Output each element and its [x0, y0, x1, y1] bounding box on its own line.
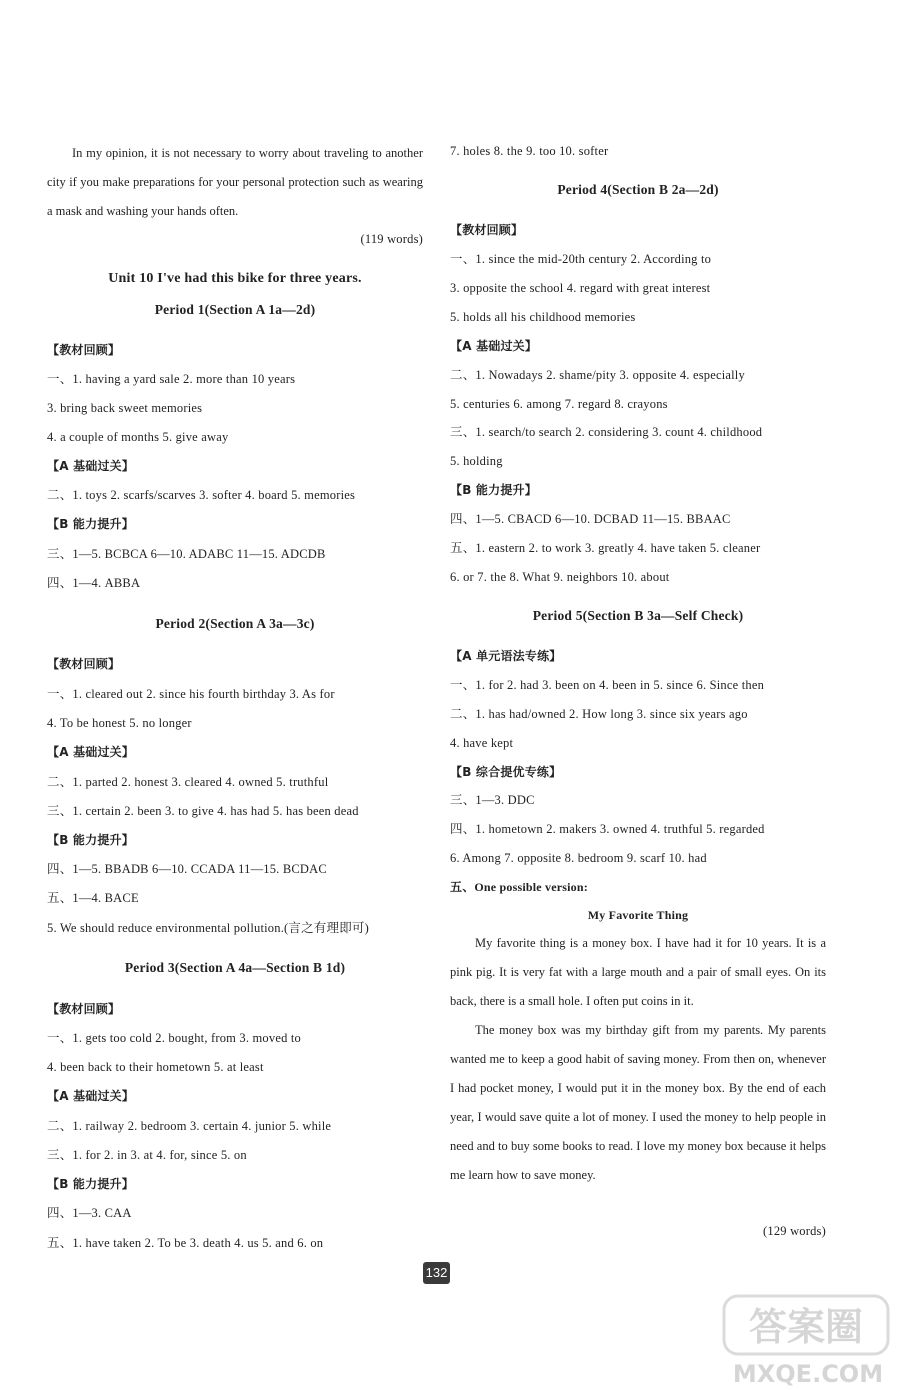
answer-line: 五、1. eastern 2. to work 3. greatly 4. have taken 5. cleaner	[450, 541, 761, 555]
p4-section-basic: 【A 基础过关】	[450, 339, 538, 353]
watermark-chinese: 答案圈	[748, 1305, 864, 1349]
answer-line: 四、1—4. ABBA	[47, 576, 141, 590]
unit-title: Unit 10 I've had this bike for three years.	[108, 271, 362, 286]
p1-section-advanced: 【B 能力提升】	[47, 517, 134, 531]
answer-line: 6. or 7. the 8. What 9. neighbors 10. about	[450, 570, 670, 584]
answer-line: 二、1. parted 2. honest 3. cleared 4. owned 5. truthful	[47, 775, 329, 789]
answer-line: 5. holding	[450, 454, 503, 468]
period-5-heading: Period 5(Section B 3a—Self Check)	[532, 608, 744, 623]
answer-line: 4. been back to their hometown 5. at least	[47, 1060, 264, 1074]
answer-line: 二、1. has had/owned 2. How long 3. since six years ago	[450, 707, 748, 721]
answer-line: 三、1. certain 2. been 3. to give 4. has had 5. has been dead	[47, 804, 359, 818]
answer-line: 五、1—4. BACE	[47, 891, 139, 905]
answer-line: 3. bring back sweet memories	[47, 401, 203, 415]
answer-line: 四、1—3. CAA	[47, 1206, 132, 1220]
answer-line: 5. holds all his childhood memories	[450, 310, 636, 324]
answer-line: 6. Among 7. opposite 8. bedroom 9. scarf 10. had	[450, 851, 707, 865]
essay-paragraph-2: The money box was my birthday gift from my parents. My parents wanted me to keep a good habit of saving money. From then on, whenever I had pocket money, I would put it in the money box. By the end of each year, I would save quite a lot of money. I used the money to help people in need and to buy some books to read. I love my money box because it helps me learn how to save money.	[450, 1023, 826, 1182]
answer-line: 4. a couple of months 5. give away	[47, 430, 229, 444]
essay-word-count: (129 words)	[763, 1224, 826, 1238]
answer-line: 二、1. railway 2. bedroom 3. certain 4. junior 5. while	[47, 1119, 332, 1133]
period-3-heading: Period 3(Section A 4a—Section B 1d)	[124, 960, 346, 975]
p4-section-review: 【教材回顾】	[450, 223, 524, 237]
answer-line: 5. centuries 6. among 7. regard 8. crayons	[450, 397, 668, 411]
answer-line: 4. have kept	[450, 736, 514, 750]
essay-paragraph-1: My favorite thing is a money box. I have had it for 10 years. It is a pink pig. It is very fat with a large mouth and a pair of small eyes. On its back, there is a small hole. I often put coins in it.	[450, 936, 826, 1008]
p2-section-basic: 【A 基础过关】	[47, 745, 135, 759]
answer-line: 四、1—5. CBACD 6—10. DCBAD 11—15. BBAAC	[450, 512, 731, 526]
essay-title: My Favorite Thing	[587, 908, 689, 922]
answer-line: 一、1. since the mid-20th century 2. According to	[450, 252, 712, 266]
answer-line: 五、1. have taken 2. To be 3. death 4. us 5. and 6. on	[47, 1236, 324, 1250]
p2-section-review: 【教材回顾】	[47, 657, 121, 671]
p3-section-review: 【教材回顾】	[47, 1002, 121, 1016]
answer-line: 二、1. Nowadays 2. shame/pity 3. opposite 4. especially	[450, 368, 745, 382]
period-1-heading: Period 1(Section A 1a—2d)	[154, 302, 316, 317]
sample-version-label: 五、One possible version:	[450, 880, 588, 894]
intro-word-count: (119 words)	[360, 232, 423, 246]
answer-line: 4. To be honest 5. no longer	[47, 716, 192, 730]
answer-line: 一、1. for 2. had 3. been on 4. been in 5. since 6. Since then	[450, 678, 765, 692]
answer-line: 7. holes 8. the 9. too 10. softer	[450, 144, 609, 158]
answer-line: 三、1. search/to search 2. considering 3. count 4. childhood	[450, 425, 763, 439]
answer-line: 二、1. toys 2. scarfs/scarves 3. softer 4. board 5. memories	[47, 488, 356, 502]
p3-section-basic: 【A 基础过关】	[47, 1089, 135, 1103]
watermark-url: MXQE.COM	[732, 1360, 884, 1388]
p1-section-basic: 【A 基础过关】	[47, 459, 135, 473]
page-number: 132	[423, 1262, 450, 1284]
p3-section-advanced: 【B 能力提升】	[47, 1177, 134, 1191]
answer-line: 三、1—3. DDC	[450, 793, 535, 807]
answer-line: 5. We should reduce environmental pollution.(言之有理即可)	[47, 921, 369, 935]
p4-section-advanced: 【B 能力提升】	[450, 483, 537, 497]
answer-line: 一、1. gets too cold 2. bought, from 3. moved to	[47, 1031, 301, 1045]
p1-section-review: 【教材回顾】	[47, 343, 121, 357]
answer-line: 一、1. cleared out 2. since his fourth birthday 3. As for	[47, 687, 335, 701]
period-2-heading: Period 2(Section A 3a—3c)	[155, 616, 315, 631]
answer-line: 3. opposite the school 4. regard with great interest	[450, 281, 711, 295]
p2-section-advanced: 【B 能力提升】	[47, 833, 134, 847]
answer-line: 三、1. for 2. in 3. at 4. for, since 5. on	[47, 1148, 247, 1162]
p5-section-comprehensive: 【B 综合提优专练】	[450, 765, 562, 779]
answer-line: 四、1. hometown 2. makers 3. owned 4. truthful 5. regarded	[450, 822, 765, 836]
answer-line: 三、1—5. BCBCA 6—10. ADABC 11—15. ADCDB	[47, 547, 326, 561]
answer-line: 四、1—5. BBADB 6—10. CCADA 11—15. BCDAC	[47, 862, 327, 876]
period-4-heading: Period 4(Section B 2a—2d)	[557, 182, 719, 197]
answer-line: 一、1. having a yard sale 2. more than 10 years	[47, 372, 296, 386]
watermark-logo	[718, 1292, 898, 1388]
intro-paragraph: In my opinion, it is not necessary to worry about traveling to another city if you make preparations for your personal protection such as wearing a mask and washing your hands often.	[47, 146, 423, 218]
p5-section-grammar: 【A 单元语法专练】	[450, 649, 562, 663]
